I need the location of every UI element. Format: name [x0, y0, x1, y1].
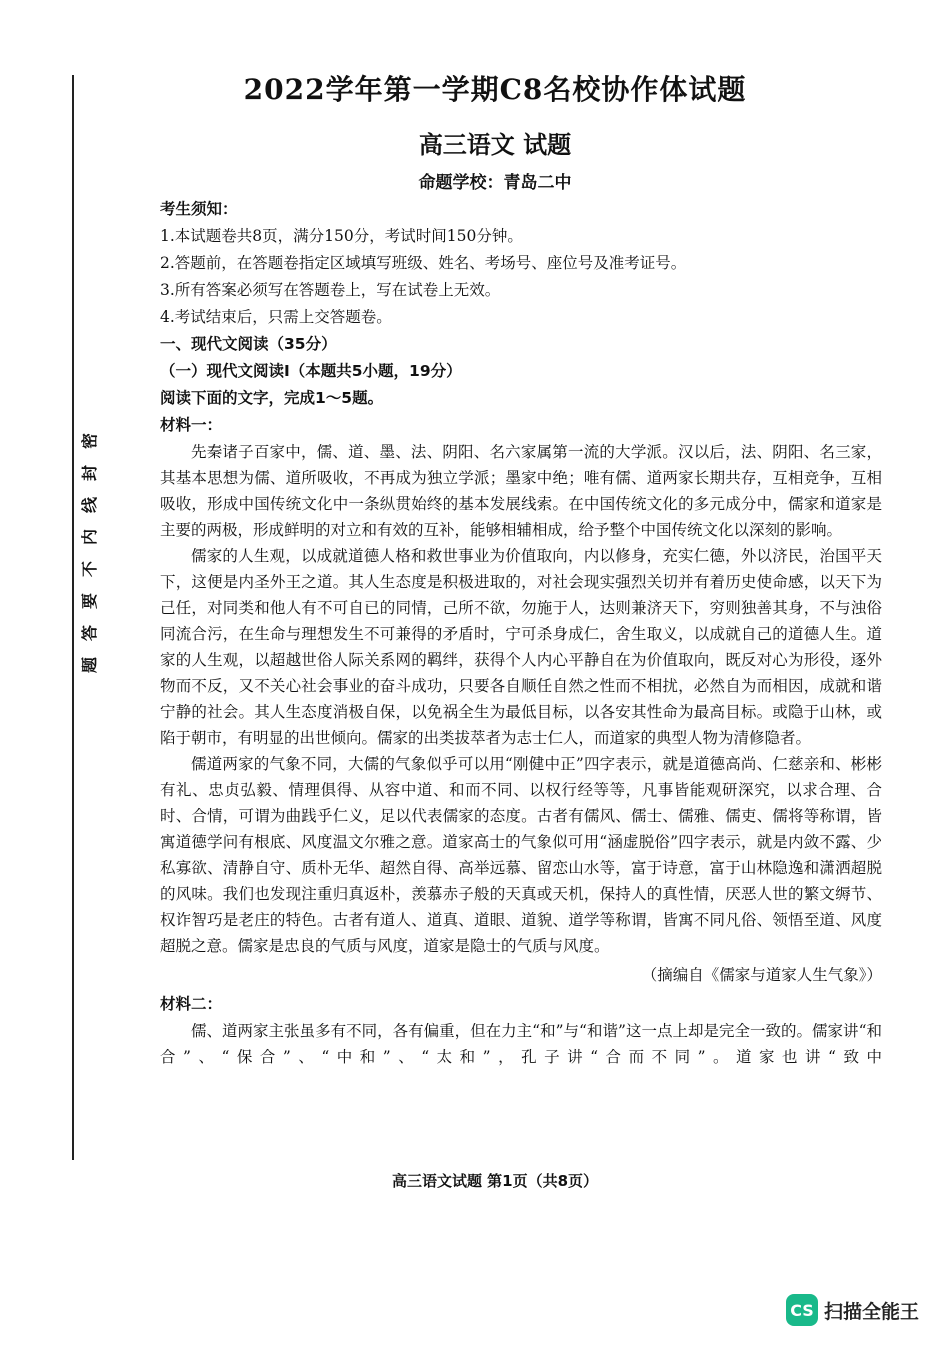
- binding-notice: [78, 425, 102, 681]
- binding-line: [72, 75, 74, 1160]
- notice-item: 3.所有答案必须写在答题卷上，写在试卷上无效。: [160, 281, 501, 299]
- section-heading: 一、现代文阅读（35分）: [160, 335, 337, 353]
- subsection-heading: （一）现代文阅读Ⅰ（本题共5小题，19分）: [160, 362, 462, 380]
- paragraph: 儒家的人生观，以成就道德人格和救世事业为价值取向，内以修身，充实仁德，外以济民，治国平天下，这便是内圣外王之道。其人生态度是积极进取的，对社会现实强烈关切并有着历史使命感，以天下为己任，对同类和他人有不可自已的同情，己所不欲，勿施于人，达则兼济天下，穷则独善其身，不与浊俗同流合污，在生命与理想发生不可兼得的矛盾时，宁可杀身成仁，舍生取义，以成就自己的道德人生。道家的人生观，以超越世俗人际关系网的羁绊，获得个人内心平静自在为价值取向，既反对心为形役，逐外物而不反，又不关心社会事业的奋斗成功，只要各自顺任自然之性而不相扰，必然自为而相因，成就和谐宁静的社会。其人生态度消极自保，以免祸全生为最低目标，以各安其性命为最高目标。或隐于山林，或陷于朝市，有明显的出世倾向。儒家的出类拔萃者为志士仁人，而道家的典型人物为清修隐者。: [160, 547, 882, 747]
- watermark-text: 扫描全能王: [824, 1300, 920, 1323]
- scanner-watermark: [786, 1290, 919, 1330]
- notice-heading: 考生须知：: [160, 200, 238, 218]
- camscanner-logo-icon: CS: [786, 1294, 818, 1326]
- binding-char: 封: [79, 464, 99, 482]
- material-label: 材料一：: [160, 416, 223, 434]
- scan-artifact: [880, 0, 920, 10]
- reading-instruction: 阅读下面的文字，完成1～5题。: [160, 389, 384, 407]
- exam-school: 命题学校：青岛二中: [418, 173, 572, 193]
- paragraph: 先秦诸子百家中，儒、道、墨、法、阴阳、名六家属第一流的大学派。汉以后，法、阴阳、名三家，其基本思想为儒、道所吸收，不再成为独立学派；墨家中绝；唯有儒、道两家长期共存，互相竞争，互相吸收，形成中国传统文化中一条纵贯始终的基本发展线索。在中国传统文化的多元成分中，儒家和道家是主要的两极，形成鲜明的对立和有效的互补，能够相辅相成，给予整个中国传统文化以深刻的影响。: [160, 443, 882, 539]
- notice-item: 4.考试结束后，只需上交答题卷。: [160, 308, 392, 326]
- paragraph: 儒道两家的气象不同，大儒的气象似乎可以用“刚健中正”四字表示，就是道德高尚、仁慈亲和、彬彬有礼、忠贞弘毅、情理俱得、从容中道、和而不同、以权行经等等，凡事皆能观研深究，以求合理、合时、合情，可谓为曲践乎仁义，足以代表儒家的态度。古者有儒风、儒士、儒雅、儒吏、儒将等称谓，皆寓道德学问有根底、风度温文尔雅之意。道家高士的气象似可用“涵虚脱俗”四字表示，就是内敛不露、少私寡欲、清静自守、质朴无华、超然自得、高举远慕、留恋山水等，富于诗意，富于山林隐逸和潇洒超脱的风味。我们也发现注重归真返朴，羡慕赤子般的天真或天机，保持人的真性情，厌恶人世的繁文缛节、权诈智巧是老庄的特色。古者有道人、道真、道眼、道貌、道学等称谓，皆寓不同凡俗、领悟至道、风度超脱之意。儒家是忠良的气质与风度，道家是隐士的气质与风度。: [160, 755, 882, 955]
- binding-char: 内: [79, 528, 99, 546]
- notice-item: 1.本试题卷共8页，满分150分，考试时间150分钟。: [160, 227, 523, 245]
- exam-subtitle: 高三语文 试题: [418, 130, 572, 159]
- paragraph: 儒、道两家主张虽多有不同，各有偏重，但在力主“和”与“和谐”这一点上却是完全一致的。儒家讲“和合”、“保合”、“中和”、“太和”，孔子讲“合而不同”。道家也讲“致中: [160, 1022, 882, 1066]
- material-label: 材料二：: [160, 995, 223, 1013]
- exam-content: [160, 196, 882, 1070]
- page-footer: 高三语文试题 第1页（共8页）: [391, 1172, 599, 1190]
- binding-char: 不: [79, 560, 99, 578]
- citation: （摘编自《儒家与道家人生气象》）: [641, 966, 882, 984]
- binding-char: 要: [79, 592, 99, 610]
- exam-title: 2022学年第一学期C8名校协作体试题: [243, 73, 747, 106]
- binding-char: 密: [79, 432, 99, 450]
- binding-char: 答: [79, 624, 99, 642]
- binding-char: 线: [79, 496, 99, 514]
- binding-char: 题: [79, 656, 99, 674]
- notice-item: 2.答题前，在答题卷指定区域填写班级、姓名、考场号、座位号及准考证号。: [160, 254, 687, 272]
